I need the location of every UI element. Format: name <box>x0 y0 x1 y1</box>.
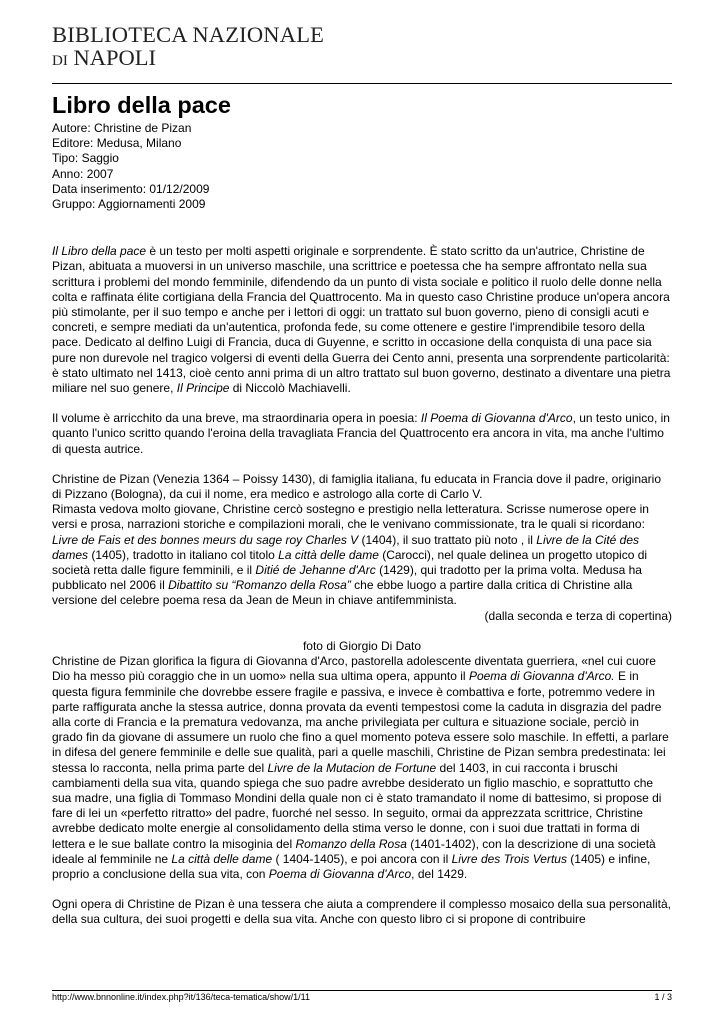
article-body <box>52 244 672 927</box>
paragraph-text: (1405), tradotto in italiano col titolo <box>88 547 279 562</box>
book-metadata <box>52 121 672 212</box>
paragraph-joan-of-arc <box>52 654 672 882</box>
paragraph-biography: Christine de Pizan (Venezia 1364 – Poissy 1430), di famiglia italiana, fu educata in Francia dove il padre, originario di Pizzano (Bologna), da cui il nome, era medico e astrologo alla corte di Carlo V. <box>52 471 662 502</box>
paragraph-mosaic: Ogni opera di Christine de Pizan è una tessera che aiuta a comprendere il complesso mosaico della sua personalità, della sua cultura, dei suoi progetti e della sua vita. Anche con questo libro ci si propone di contribuire <box>52 897 672 927</box>
meta-author: Autore: Christine de Pizan <box>52 121 192 135</box>
italic-title: Livre de la Mutacion de Fortune <box>267 760 437 775</box>
logo-di: DI <box>52 53 68 69</box>
logo-city: NAPOLI <box>73 45 156 70</box>
italic-title: Il Poema di Giovanna d'Arco <box>420 411 573 426</box>
paragraph-text: Il volume è arricchito da una breve, ma straordinaria opera in poesia: <box>52 411 421 426</box>
italic-title: La città delle dame <box>171 851 273 866</box>
paragraph-text: , un testo unico, in quanto l'unico scritto quando l'eroina della travagliata Francia del Quattrocento era ancora in vita, ma anche l'ultimo di questa autrice. <box>52 411 670 456</box>
meta-date-added: Data inserimento: 01/12/2009 <box>52 181 210 196</box>
italic-title: La città delle dame <box>278 547 379 562</box>
meta-publisher: Editore: Medusa, Milano <box>52 136 182 151</box>
paragraph-text: (1404), il suo trattato più noto , il <box>358 532 537 547</box>
italic-title: Ditié de Jehanne d'Arc <box>255 563 376 578</box>
paragraph-text: di Niccolò Machiavelli. <box>229 381 351 396</box>
italic-title: Romanzo della Rosa <box>295 836 407 851</box>
print-footer <box>52 990 672 1002</box>
paragraph-text: (1429), qui tradotto per la prima volta. Medusa ha pubblicato nel 2006 il <box>52 563 642 593</box>
paragraph-text: è un testo per molti aspetti originale e sorprendente. È stato scritto da un'autrice, Christine de Pizan, abituata a muoversi in un universo maschile, una scrittrice e poetessa che ha sempre affrontato nella sua scrittura i problemi del mondo femminile, difendendo da un punto di vista sociale e politico il ruolo delle donne nella colta e raffinata élite cortigiana della Francia del Quattrocento. Ma in questo caso Christine produce un'opera ancora più stimolante, per il suo tempo e anche per i lettori di oggi: un trattato sul buon governo, pieno di consigli acuti e concreti, e sempre mediati da un'autentica, profonda fede, su come ottenere e gestire l'imprendibile tesoro della pace. Dedicato al delfino Luigi di Francia, duca di Guyenne, e scritto in occasione della conquista di una pace sia pure non durevole nel tragico volgersi di eventi della Guerra dei Cento anni, presenta una sorprendente particolarità: è stato ultimato nel 1413, cioè cento anni prima di un altro trattato sul buon governo, destinato a diventare una pietra miliare nel suo genere, <box>52 244 671 396</box>
meta-year: Anno: 2007 <box>52 166 114 181</box>
library-logo <box>52 24 672 71</box>
cover-credit: (dalla seconda e terza di copertina) <box>484 608 672 623</box>
paragraph-text: del 1403, in cui racconta i bruschi cambiamenti della sua vita, quando spiega che suo padre avrebbe desiderato un figlio maschio, e soprattutto che sua madre, una figlia di Tommaso Mondini della quale non ci è stato tramandato il nome di battesimo, si propose di fare di lei un «perfetto ritratto» del padre, fuorché nel sesso. In seguito, ormai da apprezzata scrittrice, Christine avrebbe dedicato molte energie al consolidamento della stima verso le donne, con i suoi due trattati in forma di lettera e le sue ballate contro la misoginia del <box>52 760 662 851</box>
paragraph-text: (Carocci), nel quale delinea un progetto utopico di società retta dalle figure femminili, e il <box>52 547 648 578</box>
italic-title: Il Libro della pace <box>52 244 147 259</box>
document-page <box>52 24 672 943</box>
meta-type: Tipo: Saggio <box>52 151 119 166</box>
paragraph-text: che ebbe luogo a partire dalla critica di Christine alla versione del celebre poema resa da Jean de Meun in chiave antifemminista. <box>52 578 633 608</box>
italic-title: Livre de Fais et des bonnes meurs du sage roy Charles V <box>52 532 359 547</box>
header-rule <box>52 83 672 84</box>
paragraph-text: Christine de Pizan glorifica la figura di Giovanna d'Arco, pastorella adolescente diventata guerriera, «nel cui cuore Dio ha messo più coraggio che in un uomo» nella sua ultima opera, appunto il <box>52 654 656 684</box>
italic-title: Poema di Giovanna d'Arco <box>268 866 412 881</box>
paragraph-volume <box>52 411 672 457</box>
paragraph-works <box>52 502 672 608</box>
italic-title: Livre de la Cité des dames <box>52 532 640 562</box>
footer-url: http://www.bnnonline.it/index.php?it/136/teca-tematica/show/1/11 <box>52 992 310 1002</box>
italic-title: Dibattito su “Romanzo della Rosa” <box>168 578 351 593</box>
paragraph-text: (1401-1402), con la descrizione di una società ideale al femminile ne <box>52 836 656 866</box>
paragraph-text: , del 1429. <box>411 866 468 881</box>
paragraph-text: (1405) e infine, proprio a conclusione della sua vita, con <box>52 851 651 881</box>
paragraph-text: ( 1404-1405), e poi ancora con il <box>272 851 452 866</box>
meta-group: Gruppo: Aggiornamenti 2009 <box>52 197 206 212</box>
paragraph-text: E in questa figura femminile che dovrebbe essere fragile e passiva, e invece è combattiva e forte, potremmo vedere in parte raffigurata anche la stessa autrice, donna provata da eventi tempestosi come la caduta in disgrazia del padre alla corte di Francia e la prematura vedovanza, ma anche privilegiata per cultura e situazione sociale, perciò in grado fin da giovane di assumere un ruolo che fino a quel momento poteva essere solo maschile. In effetti, a parlare in difesa del genere femminile e delle sue qualità, pari a quelle maschili, Christine de Pizan sembra predestinata: lei stessa lo racconta, nella prima parte del <box>52 669 669 775</box>
paragraph-text: Rimasta vedova molto giovane, Christine cercò sostegno e prestigio nella letteratura. Scrisse numerose opere in versi e prosa, narrazioni storiche e compilazioni morali, che le venivano commissionate, tra le quali si ricordano: <box>52 502 649 532</box>
logo-line-napoli <box>52 47 672 71</box>
page-title: Libro della pace <box>52 92 231 118</box>
paragraph-intro <box>52 244 672 396</box>
italic-title: Livre des Trois Vertus <box>451 851 567 866</box>
italic-title: Poema di Giovanna d'Arco. <box>468 669 615 684</box>
footer-page-number: 1 / 3 <box>654 992 672 1002</box>
logo-line-biblioteca: BIBLIOTECA NAZIONALE <box>52 22 325 47</box>
italic-title: Il Principe <box>176 381 230 396</box>
photo-credit: foto di Giorgio Di Dato <box>302 638 422 653</box>
